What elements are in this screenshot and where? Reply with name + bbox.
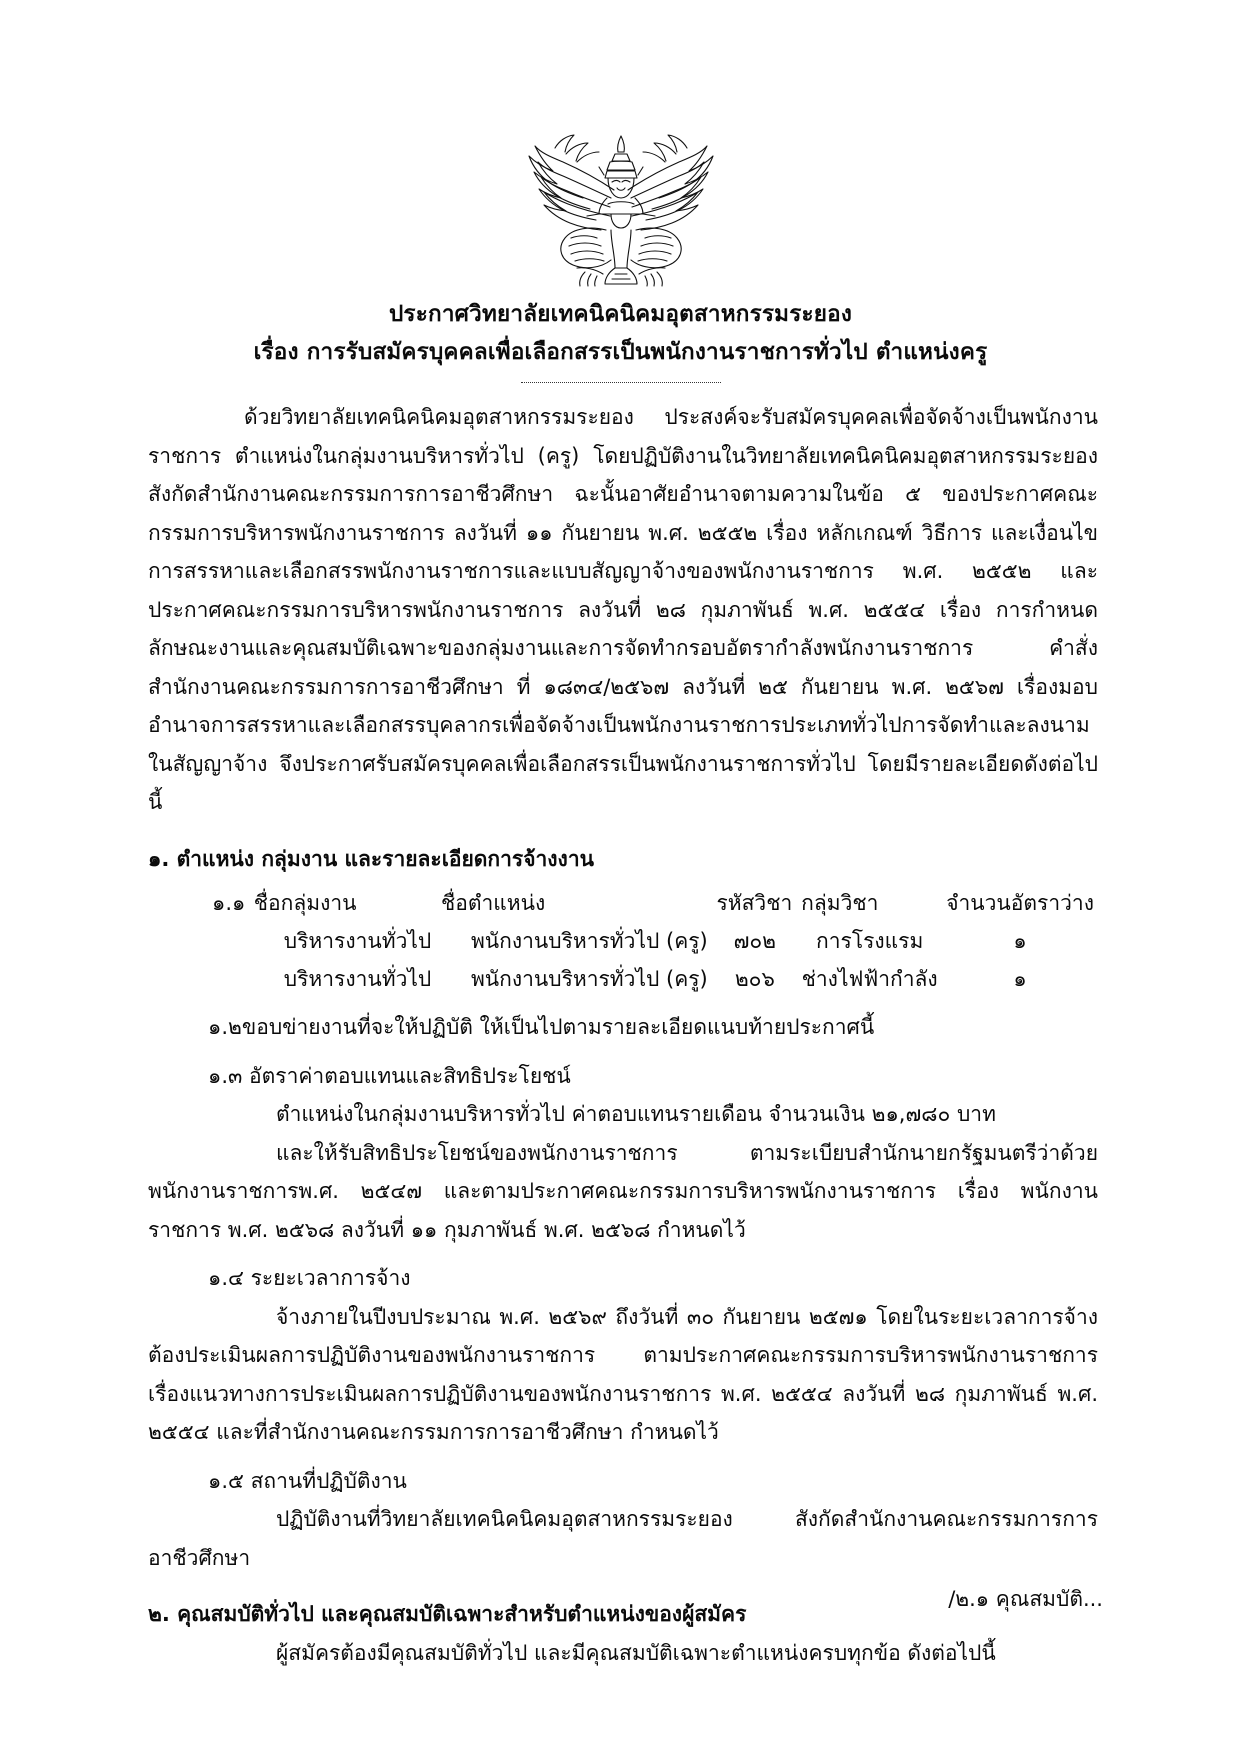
cell-subject: การโรงแรม	[816, 929, 924, 953]
decorative-divider	[521, 382, 721, 383]
cell-position: พนักงานบริหารทั่วไป (ครู)	[470, 929, 708, 953]
table-row	[208, 960, 1098, 998]
column-header-quantity: จำนวนอัตราว่าง	[946, 891, 1094, 915]
cell-position: พนักงานบริหารทั่วไป (ครู)	[470, 967, 708, 991]
section-1-4-heading: ๑.๔ ระยะเวลาการจ้าง	[208, 1266, 411, 1290]
section-1-5-heading: ๑.๕ สถานที่ปฏิบัติงาน	[208, 1468, 407, 1493]
cell-code: ๗๐๒	[733, 929, 777, 953]
column-header-group: ชื่อกลุ่มงาน	[253, 891, 357, 915]
row-spacer	[208, 922, 250, 960]
intro-paragraph: ด้วยวิทยาลัยเทคนิคนิคมอุตสาหกรรมระยอง ประสงค์จะรับสมัครบุคคลเพื่อจัดจ้างเป็นพนักงานราชการ ตำแหน่งในกลุ่มงานบริหารทั่วไป (ครู) โดยปฏิบัติงานในวิทยาลัยเทคนิคนิคมอุตสาหกรรมระยอง สังกัดสำนักงานคณะกรรมการการอาชีวศึกษา ฉะนั้นอาศัยอำนาจตามความในข้อ ๕ ของประกาศคณะกรรมการบริหารพนักงานราชการ ลงวันที่ ๑๑ กันยายน พ.ศ. ๒๕๕๒ เรื่อง หลักเกณฑ์ วิธีการ และเงื่อนไขการสรรหาและเลือกสรรพนักงานราชการและแบบสัญญาจ้างของพนักงานราชการ พ.ศ. ๒๕๕๒ และประกาศคณะกรรมการบริหารพนักงานราชการ ลงวันที่ ๒๘ กุมภาพันธ์ พ.ศ. ๒๕๕๔ เรื่อง การกำหนดลักษณะงานและคุณสมบัติเฉพาะของกลุ่มงานและการจัดทำกรอบอัตรากำลังพนักงานราชการ คำสั่งสำนักงานคณะกรรมการการอาชีวศึกษา ที่ ๑๘๓๔/๒๕๖๗ ลงวันที่ ๒๕ กันยายน พ.ศ. ๒๕๖๗ เรื่องมอบอำนาจการสรรหาและเลือกสรรบุคลากรเพื่อจัดจ้างเป็นพนักงานราชการประเภททั่วไปการจัดทำและลงนามในสัญญาจ้าง จึงประกาศรับสมัครบุคคลเพื่อเลือกสรรเป็นพนักงานราชการทั่วไป โดยมีรายละเอียดดังต่อไปนี้	[148, 405, 1098, 814]
position-table	[148, 884, 1098, 998]
section-1-5-body: ปฏิบัติงานที่วิทยาลัยเทคนิคนิคมอุตสาหกรรมระยอง สังกัดสำนักงานคณะกรรมการการอาชีวศึกษา	[148, 1507, 1098, 1570]
section-1-heading: ๑. ตำแหน่ง กลุ่มงาน และรายละเอียดการจ้างงาน	[148, 846, 594, 871]
section-1-2: ๑.๒ขอบข่ายงานที่จะให้ปฏิบัติ ให้เป็นไปตามรายละเอียดแนบท้ายประกาศนี้	[208, 1015, 875, 1039]
section-2-heading: ๒. คุณสมบัติทั่วไป และคุณสมบัติเฉพาะสำหรับตำแหน่งของผู้สมัคร	[148, 1602, 747, 1626]
cell-subject: ช่างไฟฟ้ากำลัง	[801, 967, 938, 991]
section-1-3-heading: ๑.๓ อัตราค่าตอบแทนและสิทธิประโยชน์	[208, 1063, 571, 1088]
page-subtitle: เรื่อง การรับสมัครบุคคลเพื่อเลือกสรรเป็นพนักงานราชการทั่วไป ตำแหน่งครู	[253, 338, 988, 365]
section-2-body: ผู้สมัครต้องมีคุณสมบัติทั่วไป และมีคุณสมบัติเฉพาะตำแหน่งครบทุกข้อ ดังต่อไปนี้	[276, 1640, 996, 1665]
document-body	[148, 398, 1098, 1672]
row-spacer	[208, 960, 250, 998]
column-header-position: ชื่อตำแหน่ง	[440, 891, 546, 915]
table-row	[208, 922, 1098, 960]
cell-group: บริหารงานทั่วไป	[283, 929, 432, 953]
page-title: ประกาศวิทยาลัยเทคนิคนิคมอุตสาหกรรมระยอง	[388, 301, 853, 327]
section-1-3-line-1: ตำแหน่งในกลุ่มงานบริหารทั่วไป ค่าตอบแทนรายเดือน จำนวนเงิน ๒๑,๗๘๐ บาท	[276, 1102, 996, 1126]
table-header-row	[208, 884, 1098, 922]
cell-code: ๒๐๖	[734, 967, 775, 991]
table-item-number: ๑.๑	[212, 891, 246, 915]
cell-quantity: ๑	[1013, 929, 1027, 953]
column-header-code: รหัสวิชา	[716, 891, 793, 915]
continuation-note: /๒.๑ คุณสมบัติ...	[948, 1587, 1103, 1611]
cell-quantity: ๑	[1013, 967, 1027, 991]
section-1-3-line-2: และให้รับสิทธิประโยชน์ของพนักงานราชการ ตามระเบียบสำนักนายกรัฐมนตรีว่าด้วยพนักงานราชการพ.ศ. ๒๕๔๗ และตามประกาศคณะกรรมการบริหารพนักงานราชการ เรื่อง พนักงานราชการ พ.ศ. ๒๕๖๘ ลงวันที่ ๑๑ กุมภาพันธ์ พ.ศ. ๒๕๖๘ กำหนดไว้	[148, 1140, 1098, 1242]
section-1-4-body: จ้างภายในปีงบประมาณ พ.ศ. ๒๕๖๙ ถึงวันที่ ๓๐ กันยายน ๒๕๗๑ โดยในระยะเวลาการจ้างต้องประเมินผลการปฏิบัติงานของพนักงานราชการ ตามประกาศคณะกรรมการบริหารพนักงานราชการ เรื่องแนวทางการประเมินผลการปฏิบัติงานของพนักงานราชการ พ.ศ. ๒๕๕๔ ลงวันที่ ๒๘ กุมภาพันธ์ พ.ศ. ๒๕๕๔ และที่สำนักงานคณะกรรมการการอาชีวศึกษา กำหนดไว้	[148, 1304, 1098, 1444]
garuda-emblem	[0, 118, 1241, 288]
cell-group: บริหารงานทั่วไป	[283, 967, 432, 991]
column-header-subject: กลุ่มวิชา	[801, 891, 879, 915]
document-header	[0, 298, 1241, 383]
